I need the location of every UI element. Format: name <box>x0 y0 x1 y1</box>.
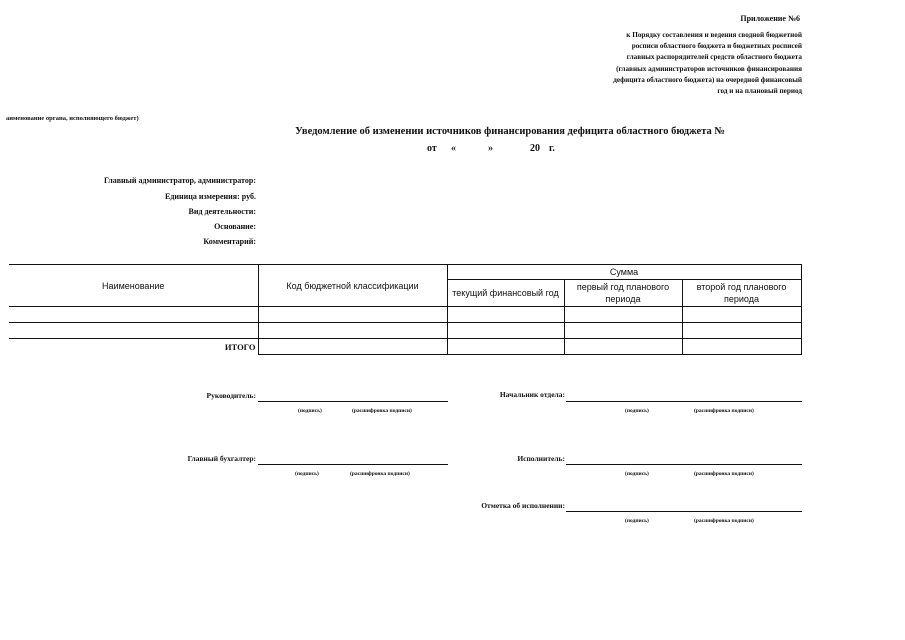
appendix-line: росписи областного бюджета и бюджетных росписей <box>631 42 802 51</box>
execution-mark-decode-caption: (расшифровка подписи) <box>694 518 754 524</box>
dept-head-label: Начальник отдела: <box>499 390 565 399</box>
document-title: Уведомление об изменении источников финансирования дефицита областного бюджета № <box>295 126 725 137</box>
date-close-quote: » <box>488 143 493 154</box>
appendix-line: главных распорядителей средств областного бюджета <box>626 53 802 62</box>
execution-mark-label: Отметка об исполнении: <box>481 501 565 510</box>
table-row <box>9 307 801 323</box>
dept-head-sign-caption: (подпись) <box>625 408 649 414</box>
execution-mark-signature-line <box>566 511 802 512</box>
table-row <box>9 323 801 339</box>
appendix-line: год и на плановый период <box>717 87 802 96</box>
chief-accountant-signature-line <box>258 464 448 465</box>
basis-label: Основание: <box>214 222 256 231</box>
executor-decode-caption: (расшифровка подписи) <box>694 471 754 477</box>
activity-label: Вид деятельности: <box>188 207 256 216</box>
executor-signature-line <box>566 464 802 465</box>
org-label: аименование органа, исполняющего бюджет) <box>6 115 139 122</box>
head-decode-caption: (расшифровка подписи) <box>352 408 412 414</box>
date-from: от <box>427 143 437 154</box>
comment-label: Комментарий: <box>203 237 256 246</box>
administrator-label: Главный администратор, администратор: <box>104 176 256 185</box>
cell-name <box>9 323 258 339</box>
chief-accountant-decode-caption: (расшифровка подписи) <box>350 471 410 477</box>
header-kbk: Код бюджетной классификации <box>258 265 447 307</box>
total-plan1 <box>564 339 682 355</box>
total-label: ИТОГО <box>9 339 258 355</box>
unit-label: Единица измерения: руб. <box>165 192 256 201</box>
cell-current <box>447 307 564 323</box>
chief-accountant-label: Главный бухгалтер: <box>187 454 256 463</box>
execution-mark-sign-caption: (подпись) <box>625 518 649 524</box>
date-open-quote: « <box>451 143 456 154</box>
cell-current <box>447 323 564 339</box>
head-label: Руководитель: <box>206 391 256 400</box>
total-current <box>447 339 564 355</box>
header-sum: Сумма <box>447 265 801 280</box>
sources-table <box>9 264 802 355</box>
executor-sign-caption: (подпись) <box>625 471 649 477</box>
cell-kbk <box>258 307 447 323</box>
cell-kbk <box>258 323 447 339</box>
header-name: Наименование <box>9 265 258 307</box>
appendix-line: к Порядку составления и ведения сводной бюджетной <box>626 31 802 39</box>
head-signature-line <box>258 401 448 402</box>
cell-plan1 <box>564 307 682 323</box>
header-plan-year-1: первый год планового периода <box>564 280 682 307</box>
date-year-prefix: 20 <box>530 143 540 154</box>
appendix-line: (главных администраторов источников финансирования <box>616 64 802 73</box>
header-current-year: текущий финансовый год <box>447 280 564 307</box>
appendix-title: Приложение №6 <box>740 14 800 23</box>
header-plan-year-2: второй год планового периода <box>682 280 801 307</box>
cell-name <box>9 307 258 323</box>
executor-label: Исполнитель: <box>517 454 565 463</box>
appendix-line: дефицита областного бюджета) на очередной финансовый <box>613 75 802 84</box>
cell-plan1 <box>564 323 682 339</box>
cell-plan2 <box>682 307 801 323</box>
dept-head-decode-caption: (расшифровка подписи) <box>694 408 754 414</box>
total-row <box>9 339 801 355</box>
dept-head-signature-line <box>566 401 802 402</box>
cell-plan2 <box>682 323 801 339</box>
chief-accountant-sign-caption: (подпись) <box>295 471 319 477</box>
head-sign-caption: (подпись) <box>298 408 322 414</box>
date-year-suffix: г. <box>549 143 555 154</box>
total-plan2 <box>682 339 801 355</box>
appendix-text <box>570 30 802 97</box>
total-kbk <box>258 339 447 355</box>
